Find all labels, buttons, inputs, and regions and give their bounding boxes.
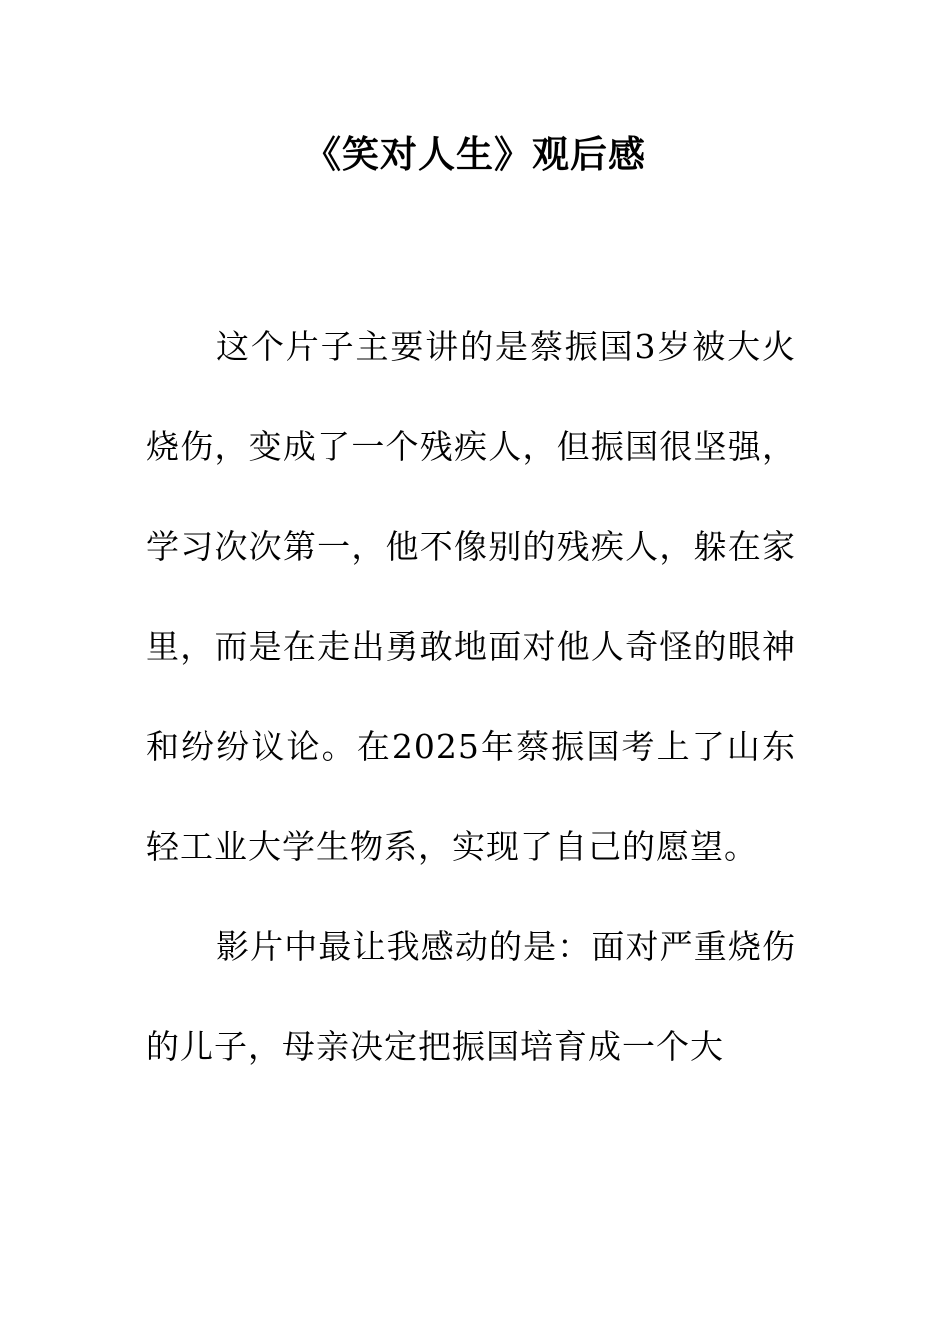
document-title: 《笑对人生》观后感 <box>304 132 646 176</box>
document-body <box>146 297 796 1097</box>
paragraph-2: 影片中最让我感动的是：面对严重烧伤的儿子，母亲决定把振国培育成一个大 <box>146 927 796 1066</box>
paragraph-1: 这个片子主要讲的是蔡振国3岁被大火烧伤，变成了一个残疾人，但振国很坚强，学习次次第一，他不像别的残疾人，躲在家里，而是在走出勇敢地面对他人奇怪的眼神和纷纷议论。在2025年蔡振国考上了山东轻工业大学生物系，实现了自己的愿望。 <box>146 327 796 866</box>
